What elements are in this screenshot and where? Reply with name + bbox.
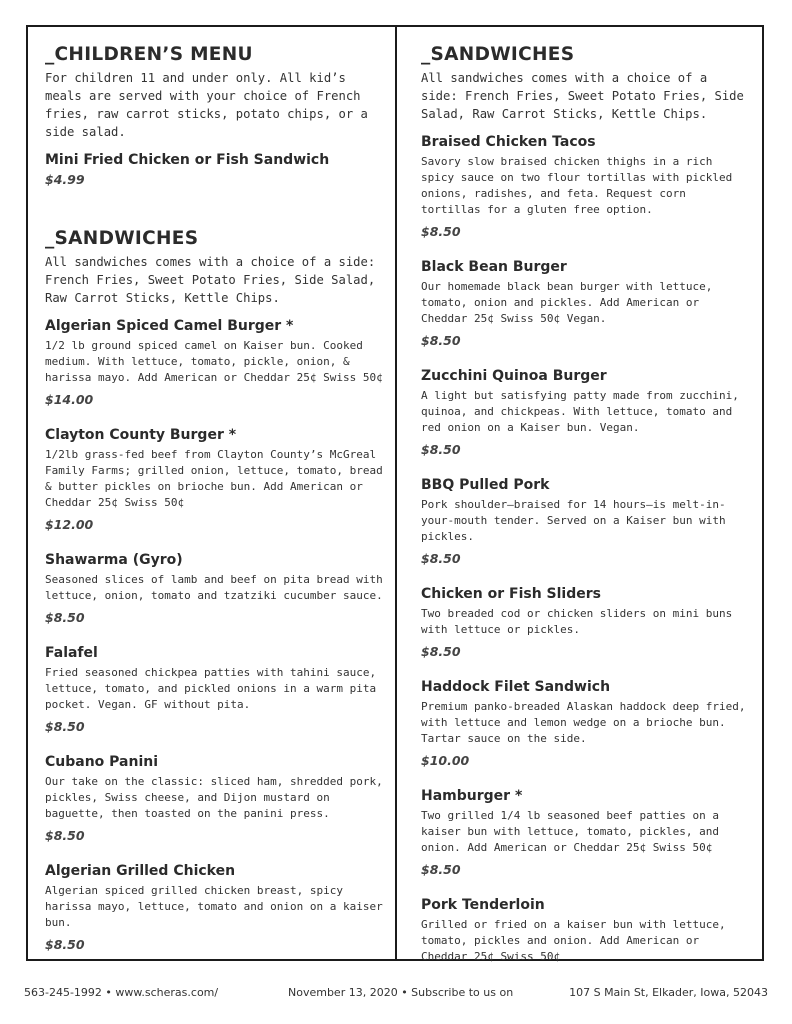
- menu-item: [421, 585, 747, 660]
- item-price: $8.50: [421, 551, 461, 566]
- item-name: Braised Chicken Tacos: [421, 134, 596, 150]
- item-description: Seasoned slices of lamb and beef on pita bread with lettuce, onion, tomato and tzatziki cucumber sauce.: [45, 573, 383, 602]
- menu-frame: [26, 25, 764, 961]
- item-name: Falafel: [45, 645, 98, 661]
- item-description: Premium panko-breaded Alaskan haddock deep fried, with lettuce and lemon wedge on a brioche bun. Tartar sauce on the side.: [421, 700, 746, 745]
- menu-item: [421, 476, 747, 567]
- section-title: _SANDWICHES: [45, 228, 199, 249]
- item-price: $12.00: [45, 517, 94, 532]
- item-description: 1/2lb grass-fed beef from Clayton County’s McGreal Family Farms; grilled onion, lettuce, tomato, bread & butter pickles on brioche bun. Add American or Cheddar 25¢ Swiss 50¢: [45, 448, 383, 509]
- item-name: Pork Tenderloin: [421, 897, 545, 913]
- sandwiches-section-right: [421, 44, 747, 965]
- section-title: _SANDWICHES: [421, 44, 575, 65]
- item-price: $8.50: [45, 719, 85, 734]
- item-description: Algerian spiced grilled chicken breast, spicy harissa mayo, lettuce, tomato and onion on a kaiser bun.: [45, 884, 383, 929]
- right-column: [421, 44, 747, 983]
- item-name: Haddock Filet Sandwich: [421, 679, 611, 695]
- item-description: Pork shoulder—braised for 14 hours—is melt-in-your-mouth tender. Served on a Kaiser bun with pickles.: [421, 498, 726, 543]
- left-column: [45, 44, 383, 971]
- item-name: Algerian Grilled Chicken: [45, 863, 236, 879]
- item-description: Two grilled 1/4 lb seasoned beef patties on a kaiser bun with lettuce, tomato, pickles, and onion. Add American or Cheddar 25¢ Swiss 50¢: [421, 809, 720, 854]
- menu-item: [45, 317, 383, 408]
- item-name: Algerian Spiced Camel Burger *: [45, 318, 294, 334]
- section-intro: For children 11 and under only. All kid’s meals are served with your choice of French fries, raw carrot sticks, potato chips, or a side salad.: [45, 71, 368, 139]
- menu-item: [421, 896, 747, 965]
- item-name: Zucchini Quinoa Burger: [421, 368, 607, 384]
- item-price: $14.00: [45, 392, 94, 407]
- item-description: Grilled or fried on a kaiser bun with lettuce, tomato, pickles and onion. Add American or Cheddar 25¢ Swiss 50¢: [421, 918, 726, 963]
- menu-item: [421, 787, 747, 878]
- item-price: $8.50: [421, 644, 461, 659]
- item-name: Hamburger *: [421, 788, 523, 804]
- menu-item: [45, 151, 383, 188]
- item-name: Clayton County Burger *: [45, 427, 237, 443]
- menu-item: [45, 753, 383, 844]
- footer-address: 107 S Main St, Elkader, Iowa, 52043: [569, 986, 768, 999]
- item-description: Savory slow braised chicken thighs in a rich spicy sauce on two flour tortillas with pickled onions, radishes, and feta. Request corn tortillas for a gluten free option.: [421, 155, 733, 216]
- item-price: $10.00: [421, 753, 470, 768]
- footer: [0, 986, 792, 1006]
- item-name: BBQ Pulled Pork: [421, 477, 550, 493]
- item-description: Our homemade black bean burger with lettuce, tomato, onion and pickles. Add American or Cheddar 25¢ Swiss 50¢ Vegan.: [421, 280, 713, 325]
- menu-item: [421, 258, 747, 349]
- menu-item: [421, 367, 747, 458]
- item-description: Fried seasoned chickpea patties with tahini sauce, lettuce, tomato, and pickled onions in a warm pita pocket. Vegan. GF without pita.: [45, 666, 377, 711]
- item-description: A light but satisfying patty made from zucchini, quinoa, and chickpeas. With lettuce, tomato and red onion on a Kaiser bun. Vegan.: [421, 389, 739, 434]
- menu-item: [421, 678, 747, 769]
- column-divider: [395, 27, 397, 959]
- item-name: Chicken or Fish Sliders: [421, 586, 601, 602]
- item-description: 1/2 lb ground spiced camel on Kaiser bun. Cooked medium. With lettuce, tomato, pickle, onion, & harissa mayo. Add American or Cheddar 25¢ Swiss 50¢: [45, 339, 383, 384]
- item-description: Two breaded cod or chicken sliders on mini buns with lettuce or pickles.: [421, 607, 733, 636]
- item-price: $4.99: [45, 172, 85, 187]
- item-price: $8.50: [45, 610, 85, 625]
- menu-item: [45, 426, 383, 533]
- item-description: Our take on the classic: sliced ham, shredded pork, pickles, Swiss cheese, and Dijon mustard on baguette, then toasted on the panini press.: [45, 775, 383, 820]
- item-price: $8.50: [421, 333, 461, 348]
- menu-item: [421, 133, 747, 240]
- item-price: $8.50: [45, 828, 85, 843]
- item-name: Cubano Panini: [45, 754, 159, 770]
- childrens-menu-section: [45, 44, 383, 188]
- item-name: Mini Fried Chicken or Fish Sandwich: [45, 152, 330, 168]
- footer-date-subscribe[interactable]: November 13, 2020 • Subscribe to us on: [288, 986, 514, 999]
- item-name: Shawarma (Gyro): [45, 552, 183, 568]
- sandwiches-section-left: [45, 228, 383, 953]
- footer-contact[interactable]: 563-245-1992 • www.scheras.com/: [24, 986, 219, 999]
- menu-item: [45, 862, 383, 953]
- menu-item: [45, 551, 383, 626]
- section-intro: All sandwiches comes with a choice of a side: French Fries, Sweet Potato Fries, Side Salad, Raw Carrot Sticks, Kettle Chips.: [45, 255, 376, 305]
- item-name: Black Bean Burger: [421, 259, 567, 275]
- section-title: _CHILDREN’S MENU: [45, 44, 253, 65]
- item-price: $8.50: [421, 862, 461, 877]
- menu-item: [45, 644, 383, 735]
- item-price: $8.50: [421, 224, 461, 239]
- section-intro: All sandwiches comes with a choice of a side: French Fries, Sweet Potato Fries, Side Salad, Raw Carrot Sticks, Kettle Chips.: [421, 71, 744, 121]
- item-price: $8.50: [421, 442, 461, 457]
- item-price: $8.50: [45, 937, 85, 952]
